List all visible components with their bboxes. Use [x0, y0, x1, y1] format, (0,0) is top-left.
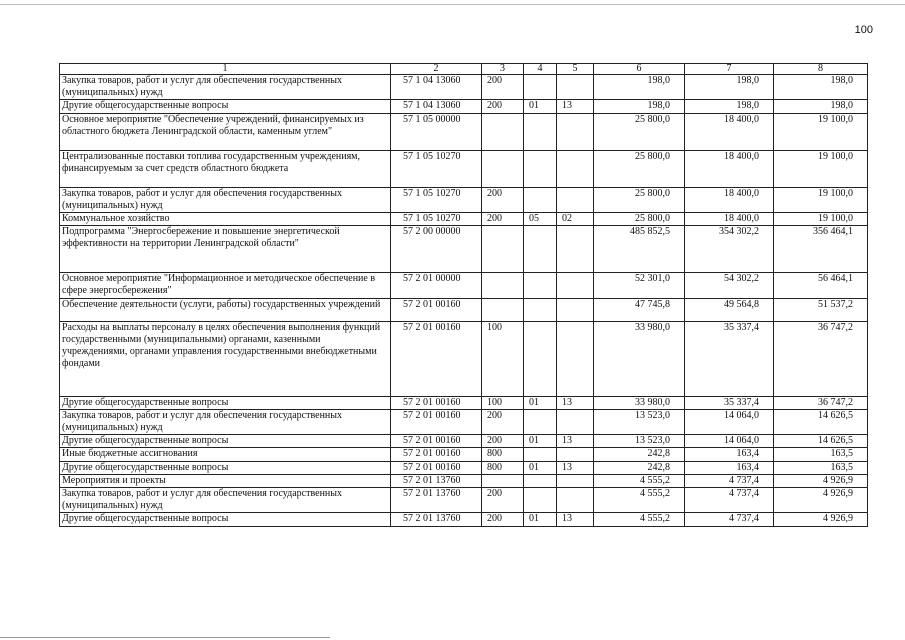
- row-expense-type-cell: 200: [482, 409, 524, 434]
- table-row: [60, 113, 868, 150]
- row-section-cell: 01: [524, 100, 557, 113]
- table-row: [60, 75, 868, 100]
- row-section-cell: [524, 488, 557, 513]
- table-row: [60, 409, 868, 434]
- row-amount-6-cell: 198,0: [594, 100, 685, 113]
- row-code-cell: 57 1 04 13060: [391, 100, 482, 113]
- row-subsection-cell: [557, 187, 594, 212]
- table-row: [60, 298, 868, 321]
- row-name-cell: Иные бюджетные ассигнования: [60, 448, 391, 461]
- table-row: [60, 474, 868, 487]
- header-cell: 2: [391, 64, 482, 75]
- row-amount-6-cell: 4 555,2: [594, 488, 685, 513]
- row-section-cell: [524, 474, 557, 487]
- row-code-cell: 57 2 01 13760: [391, 488, 482, 513]
- row-expense-type-cell: [482, 273, 524, 298]
- row-subsection-cell: 13: [557, 100, 594, 113]
- row-amount-8-cell: 56 464,1: [774, 273, 868, 298]
- row-code-cell: 57 1 04 13060: [391, 75, 482, 100]
- row-amount-6-cell: 25 800,0: [594, 150, 685, 187]
- row-amount-7-cell: 14 064,0: [685, 435, 774, 448]
- row-subsection-cell: 13: [557, 435, 594, 448]
- row-section-cell: [524, 409, 557, 434]
- row-code-cell: 57 2 01 00160: [391, 461, 482, 474]
- table-row: [60, 187, 868, 212]
- row-amount-6-cell: 33 980,0: [594, 321, 685, 396]
- row-expense-type-cell: [482, 298, 524, 321]
- row-code-cell: 57 2 01 00160: [391, 409, 482, 434]
- row-expense-type-cell: 200: [482, 488, 524, 513]
- row-amount-7-cell: 163,4: [685, 448, 774, 461]
- row-amount-6-cell: 242,8: [594, 448, 685, 461]
- row-amount-8-cell: 163,5: [774, 461, 868, 474]
- row-name-cell: Коммунальное хозяйство: [60, 213, 391, 226]
- row-name-cell: Обеспечение деятельности (услуги, работы) государственных учреждений: [60, 298, 391, 321]
- row-code-cell: 57 2 01 00160: [391, 396, 482, 409]
- row-section-cell: [524, 187, 557, 212]
- row-amount-8-cell: 14 626,5: [774, 409, 868, 434]
- row-amount-8-cell: 356 464,1: [774, 226, 868, 273]
- header-cell: 8: [774, 64, 868, 75]
- row-amount-7-cell: 4 737,4: [685, 474, 774, 487]
- row-expense-type-cell: 100: [482, 396, 524, 409]
- row-expense-type-cell: 800: [482, 461, 524, 474]
- row-expense-type-cell: 200: [482, 75, 524, 100]
- header-cell: 7: [685, 64, 774, 75]
- row-subsection-cell: [557, 273, 594, 298]
- row-section-cell: [524, 298, 557, 321]
- header-cell: 3: [482, 64, 524, 75]
- row-expense-type-cell: 200: [482, 213, 524, 226]
- row-amount-7-cell: 18 400,0: [685, 150, 774, 187]
- row-expense-type-cell: 800: [482, 448, 524, 461]
- row-section-cell: [524, 273, 557, 298]
- row-name-cell: Закупка товаров, работ и услуг для обеспечения государственных (муниципальных) нужд: [60, 187, 391, 212]
- row-name-cell: Централизованные поставки топлива государственным учреждениям, финансируемым за счет средств областного бюджета: [60, 150, 391, 187]
- row-amount-6-cell: 4 555,2: [594, 513, 685, 526]
- row-expense-type-cell: [482, 113, 524, 150]
- table-row: [60, 321, 868, 396]
- row-amount-6-cell: 198,0: [594, 75, 685, 100]
- table-row: [60, 513, 868, 526]
- row-amount-8-cell: 36 747,2: [774, 321, 868, 396]
- row-code-cell: 57 1 05 10270: [391, 150, 482, 187]
- table-row: [60, 448, 868, 461]
- row-amount-7-cell: 163,4: [685, 461, 774, 474]
- row-expense-type-cell: 200: [482, 100, 524, 113]
- row-amount-6-cell: 485 852,5: [594, 226, 685, 273]
- row-code-cell: 57 1 05 10270: [391, 213, 482, 226]
- row-amount-7-cell: 4 737,4: [685, 488, 774, 513]
- row-amount-8-cell: 19 100,0: [774, 187, 868, 212]
- table-row: [60, 150, 868, 187]
- row-amount-8-cell: 4 926,9: [774, 488, 868, 513]
- row-amount-8-cell: 4 926,9: [774, 513, 868, 526]
- row-expense-type-cell: [482, 150, 524, 187]
- row-amount-6-cell: 25 800,0: [594, 213, 685, 226]
- row-amount-7-cell: 54 302,2: [685, 273, 774, 298]
- row-code-cell: 57 2 01 00160: [391, 448, 482, 461]
- row-subsection-cell: [557, 448, 594, 461]
- row-subsection-cell: [557, 75, 594, 100]
- row-name-cell: Расходы на выплаты персоналу в целях обеспечения выполнения функций государственными (муниципальными) органами, казенными учреждениями, органами управления государственными внебюджетными фондами: [60, 321, 391, 396]
- row-name-cell: Другие общегосударственные вопросы: [60, 100, 391, 113]
- row-section-cell: [524, 321, 557, 396]
- row-amount-6-cell: 52 301,0: [594, 273, 685, 298]
- row-expense-type-cell: 200: [482, 187, 524, 212]
- top-rule: [0, 4, 905, 5]
- row-amount-6-cell: 13 523,0: [594, 435, 685, 448]
- row-section-cell: [524, 75, 557, 100]
- row-amount-7-cell: 49 564,8: [685, 298, 774, 321]
- row-expense-type-cell: [482, 226, 524, 273]
- row-amount-7-cell: 14 064,0: [685, 409, 774, 434]
- row-amount-8-cell: 163,5: [774, 448, 868, 461]
- row-amount-6-cell: 13 523,0: [594, 409, 685, 434]
- row-amount-6-cell: 25 800,0: [594, 187, 685, 212]
- row-code-cell: 57 2 00 00000: [391, 226, 482, 273]
- row-name-cell: Закупка товаров, работ и услуг для обеспечения государственных (муниципальных) нужд: [60, 409, 391, 434]
- row-subsection-cell: 02: [557, 213, 594, 226]
- row-section-cell: 01: [524, 461, 557, 474]
- header-cell: 1: [60, 64, 391, 75]
- row-code-cell: 57 2 01 00160: [391, 298, 482, 321]
- row-amount-6-cell: 25 800,0: [594, 113, 685, 150]
- header-cell: 5: [557, 64, 594, 75]
- row-subsection-cell: [557, 298, 594, 321]
- row-subsection-cell: [557, 474, 594, 487]
- row-amount-7-cell: 35 337,4: [685, 396, 774, 409]
- row-code-cell: 57 2 01 00160: [391, 321, 482, 396]
- table-row: [60, 435, 868, 448]
- row-subsection-cell: [557, 409, 594, 434]
- row-name-cell: Другие общегосударственные вопросы: [60, 461, 391, 474]
- row-section-cell: [524, 226, 557, 273]
- row-amount-7-cell: 4 737,4: [685, 513, 774, 526]
- row-subsection-cell: 13: [557, 513, 594, 526]
- row-subsection-cell: 13: [557, 396, 594, 409]
- row-code-cell: 57 2 01 00000: [391, 273, 482, 298]
- row-amount-8-cell: 19 100,0: [774, 150, 868, 187]
- row-subsection-cell: [557, 321, 594, 396]
- table-row: [60, 213, 868, 226]
- row-expense-type-cell: [482, 474, 524, 487]
- row-amount-8-cell: 14 626,5: [774, 435, 868, 448]
- row-amount-6-cell: 47 745,8: [594, 298, 685, 321]
- row-amount-8-cell: 4 926,9: [774, 474, 868, 487]
- table-row: [60, 488, 868, 513]
- row-subsection-cell: 13: [557, 461, 594, 474]
- row-amount-8-cell: 19 100,0: [774, 213, 868, 226]
- row-expense-type-cell: 200: [482, 513, 524, 526]
- row-name-cell: Подпрограмма "Энергосбережение и повышение энергетической эффективности на территории Ленинградской области": [60, 226, 391, 273]
- row-amount-8-cell: 198,0: [774, 75, 868, 100]
- budget-table: [59, 63, 868, 527]
- row-section-cell: [524, 113, 557, 150]
- row-section-cell: [524, 448, 557, 461]
- table-row: [60, 226, 868, 273]
- row-amount-6-cell: 33 980,0: [594, 396, 685, 409]
- row-amount-8-cell: 19 100,0: [774, 113, 868, 150]
- row-amount-7-cell: 354 302,2: [685, 226, 774, 273]
- row-code-cell: 57 1 05 00000: [391, 113, 482, 150]
- row-amount-7-cell: 35 337,4: [685, 321, 774, 396]
- row-amount-7-cell: 18 400,0: [685, 113, 774, 150]
- row-amount-7-cell: 198,0: [685, 75, 774, 100]
- row-name-cell: Основное мероприятие "Информационное и методическое обеспечение в сфере энергосбережения": [60, 273, 391, 298]
- row-name-cell: Другие общегосударственные вопросы: [60, 396, 391, 409]
- row-section-cell: 01: [524, 513, 557, 526]
- row-section-cell: 05: [524, 213, 557, 226]
- table-row: [60, 396, 868, 409]
- row-amount-7-cell: 18 400,0: [685, 213, 774, 226]
- row-name-cell: Другие общегосударственные вопросы: [60, 435, 391, 448]
- bottom-rule: [0, 637, 330, 638]
- row-expense-type-cell: 100: [482, 321, 524, 396]
- row-section-cell: 01: [524, 396, 557, 409]
- row-name-cell: Основное мероприятие "Обеспечение учреждений, финансируемых из областного бюджета Ленинградской области, каменным углем": [60, 113, 391, 150]
- table-row: [60, 100, 868, 113]
- row-name-cell: Другие общегосударственные вопросы: [60, 513, 391, 526]
- row-name-cell: Мероприятия и проекты: [60, 474, 391, 487]
- row-amount-6-cell: 242,8: [594, 461, 685, 474]
- row-amount-8-cell: 51 537,2: [774, 298, 868, 321]
- row-amount-8-cell: 198,0: [774, 100, 868, 113]
- row-code-cell: 57 2 01 13760: [391, 474, 482, 487]
- row-subsection-cell: [557, 150, 594, 187]
- row-section-cell: 01: [524, 435, 557, 448]
- header-row: [60, 64, 868, 75]
- header-cell: 6: [594, 64, 685, 75]
- row-amount-7-cell: 18 400,0: [685, 187, 774, 212]
- row-name-cell: Закупка товаров, работ и услуг для обеспечения государственных (муниципальных) нужд: [60, 75, 391, 100]
- row-subsection-cell: [557, 113, 594, 150]
- row-amount-8-cell: 36 747,2: [774, 396, 868, 409]
- row-expense-type-cell: 200: [482, 435, 524, 448]
- row-code-cell: 57 2 01 00160: [391, 435, 482, 448]
- row-name-cell: Закупка товаров, работ и услуг для обеспечения государственных (муниципальных) нужд: [60, 488, 391, 513]
- row-section-cell: [524, 150, 557, 187]
- row-code-cell: 57 2 01 13760: [391, 513, 482, 526]
- row-code-cell: 57 1 05 10270: [391, 187, 482, 212]
- header-cell: 4: [524, 64, 557, 75]
- row-amount-7-cell: 198,0: [685, 100, 774, 113]
- row-subsection-cell: [557, 488, 594, 513]
- table-row: [60, 273, 868, 298]
- table-row: [60, 461, 868, 474]
- row-subsection-cell: [557, 226, 594, 273]
- page-number: 100: [854, 24, 873, 36]
- row-amount-6-cell: 4 555,2: [594, 474, 685, 487]
